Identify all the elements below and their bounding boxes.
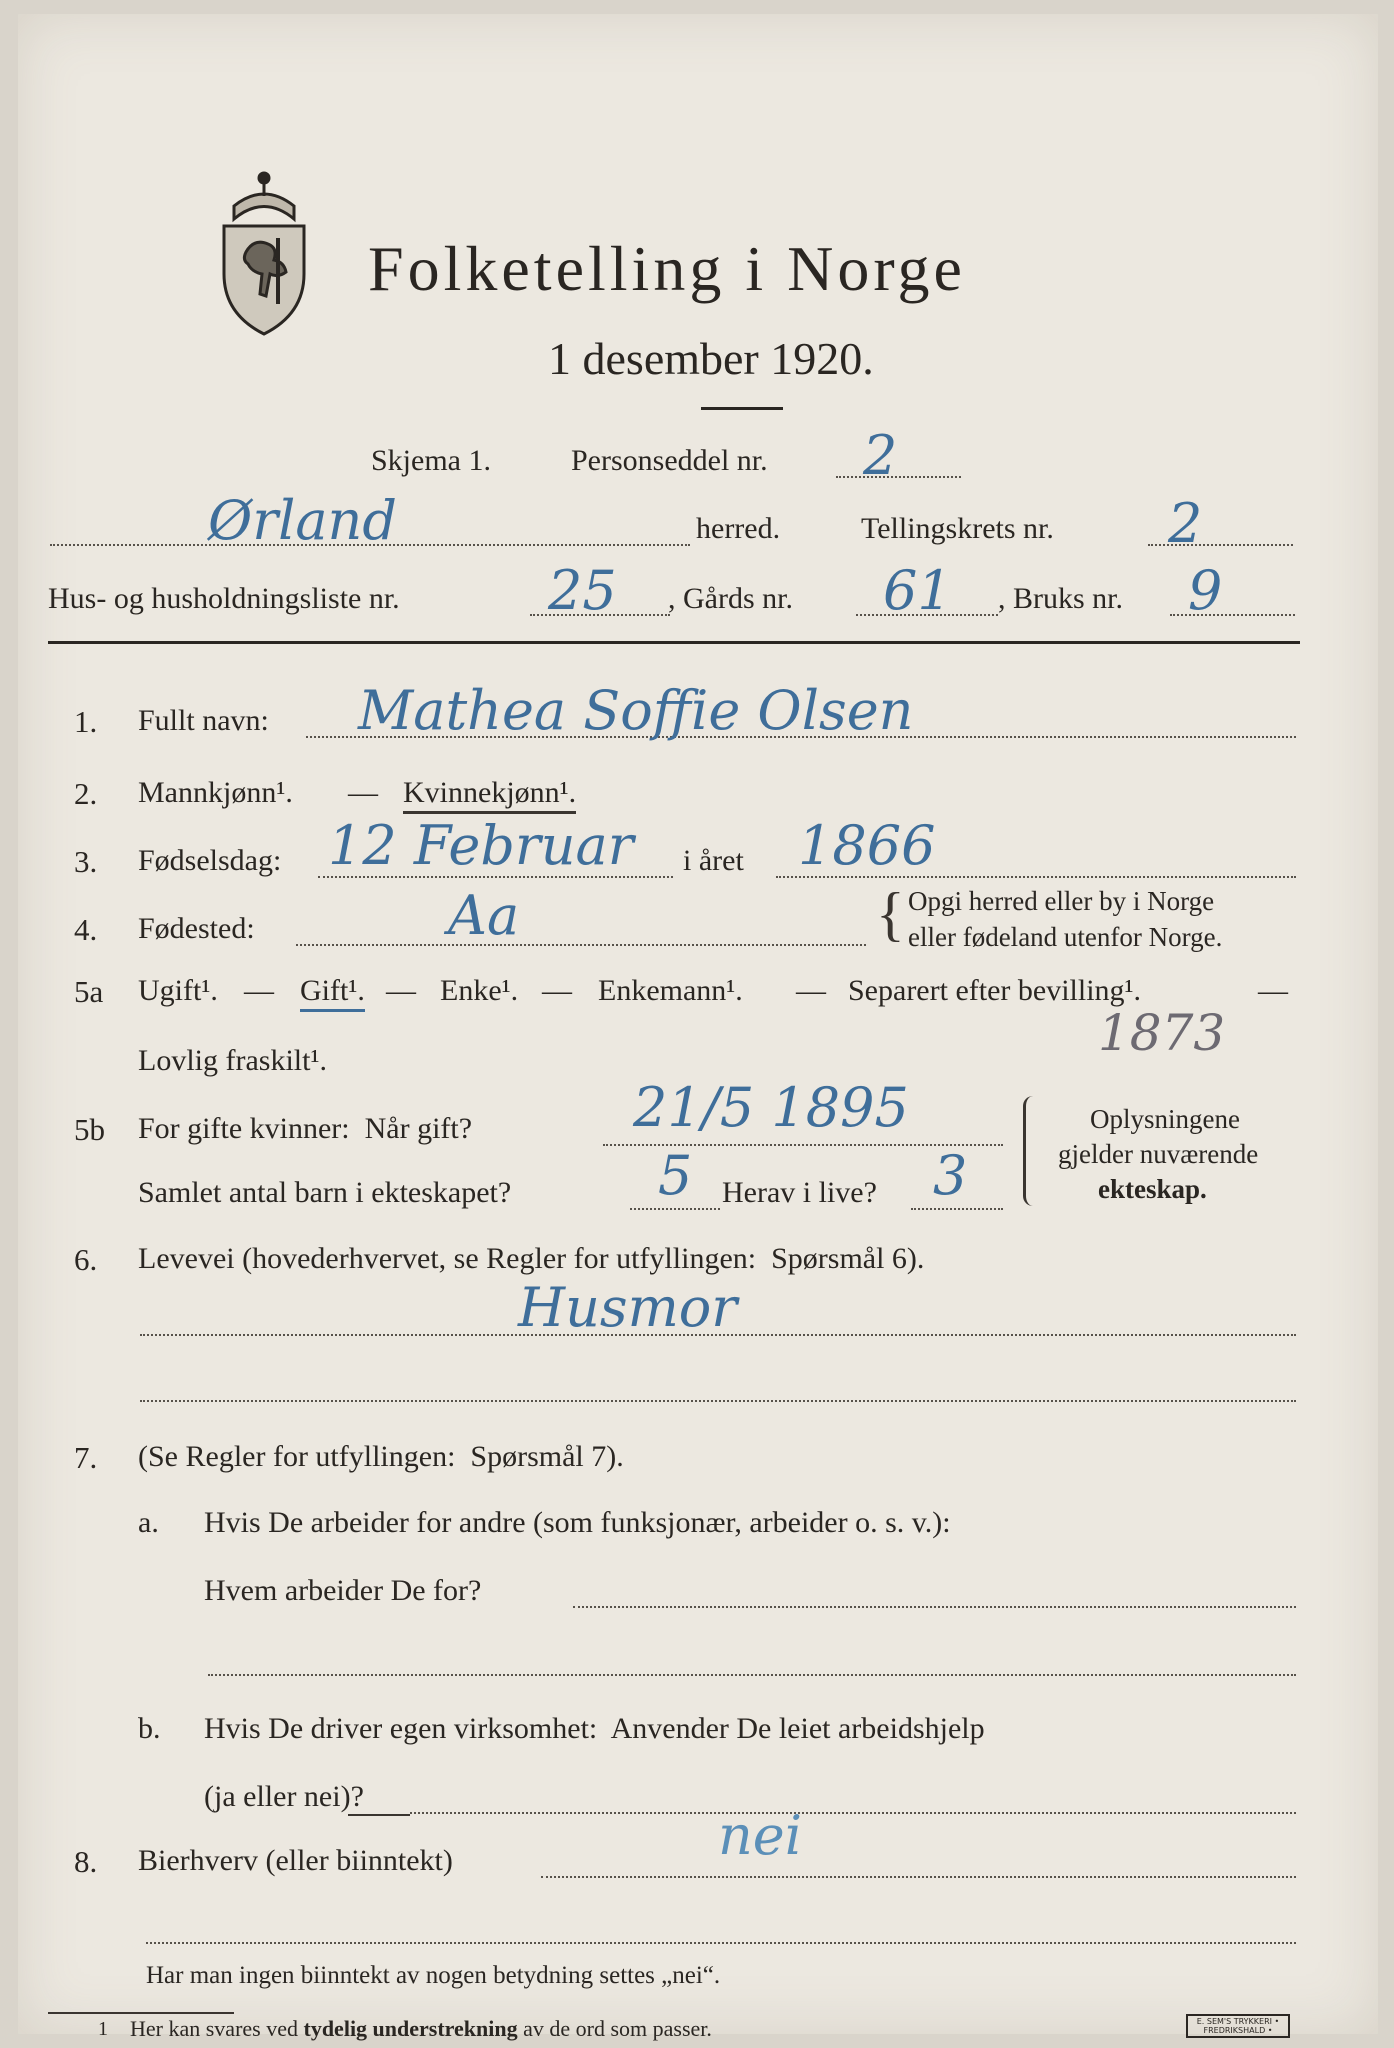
footnote-number: 1 xyxy=(98,2018,108,2040)
tellingskrets-value: 2 xyxy=(1168,492,1203,555)
q2-male: Mannkjønn¹. xyxy=(138,776,293,809)
q7b-text: Hvis De driver egen virksomhet: Anvender De leiet arbeidshjelp xyxy=(204,1712,985,1745)
bruks-label: , Bruks nr. xyxy=(998,582,1124,615)
q3-year-value: 1866 xyxy=(798,814,936,877)
q4-number: 4. xyxy=(74,912,98,947)
bruks-value: 9 xyxy=(1188,559,1223,622)
q5a-fraskilt: Lovlig fraskilt¹. xyxy=(138,1044,327,1077)
census-form-page xyxy=(18,14,1378,2041)
q3-year-label: i året xyxy=(683,844,744,877)
q7b-line xyxy=(410,1812,1296,1814)
q6-label: Levevei (hovederhvervet, se Regler for utfyllingen: Spørsmål 6). xyxy=(138,1242,925,1275)
q5a-ugift: Ugift¹. xyxy=(138,974,218,1007)
q5b-live-value: 3 xyxy=(933,1144,968,1207)
footnote-rule xyxy=(48,2012,234,2014)
page-title: Folketelling i Norge xyxy=(368,233,966,304)
q3-label: Fødselsdag: xyxy=(138,844,282,877)
q5b-label: For gifte kvinner: Når gift? xyxy=(138,1112,473,1145)
q5a-dash-3: — xyxy=(542,974,572,1007)
q5b-live-label: Herav i live? xyxy=(722,1176,877,1209)
herred-value: Ørland xyxy=(208,489,397,552)
footnote-text xyxy=(130,2016,712,2042)
q4-value: Aa xyxy=(448,884,520,947)
q5b-married-value: 21/5 1895 xyxy=(633,1076,909,1139)
q8-label: Bierhverv (eller biinntekt) xyxy=(138,1844,453,1877)
q5a-gift: Gift¹. xyxy=(300,974,365,1012)
q5a-separert: Separert efter bevilling¹. xyxy=(848,974,1142,1007)
q7-number: 7. xyxy=(74,1440,98,1475)
q5b-barn-line xyxy=(630,1208,720,1210)
q2-female: Kvinnekjønn¹. xyxy=(403,776,576,814)
census-date: 1 desember 1920. xyxy=(548,333,874,384)
q7b-question: (ja eller nei)? xyxy=(204,1780,364,1813)
footnote-text-b: tydelig understrekning xyxy=(303,2016,518,2041)
personseddel-value: 2 xyxy=(863,424,898,487)
q3-number: 3. xyxy=(74,844,98,879)
q5b-note-line1: Oplysningene xyxy=(1090,1104,1240,1134)
footer-note: Har man ingen biinntekt av nogen betydning settes „nei“. xyxy=(146,1962,721,1989)
q7a-text: Hvis De arbeider for andre (som funksjonær, arbeider o. s. v.): xyxy=(204,1506,951,1539)
q8-line xyxy=(541,1876,1296,1878)
q5b-bracket xyxy=(1023,1096,1040,1206)
gards-value: 61 xyxy=(883,559,952,622)
q7a-question: Hvem arbeider De for? xyxy=(204,1574,482,1607)
q3-day-value: 12 Februar xyxy=(328,814,634,877)
q7a-line-1 xyxy=(573,1606,1296,1608)
q8-line-2 xyxy=(146,1942,1296,1944)
q5a-enke: Enke¹. xyxy=(440,974,519,1007)
q5a-dash-5: — xyxy=(1258,974,1288,1007)
q5a-dash-4: — xyxy=(796,974,826,1007)
q8-value: nei xyxy=(718,1804,803,1867)
q7a-line-2 xyxy=(208,1674,1296,1676)
printer-stamp: E. SEM'S TRYKKERI • FREDRIKSHALD • xyxy=(1186,2014,1290,2038)
q7b-nei-underline xyxy=(348,1814,410,1816)
personseddel-line xyxy=(836,476,961,478)
husliste-value: 25 xyxy=(548,559,617,622)
herred-label: herred. xyxy=(696,512,781,545)
footnote-text-a: Her kan svares ved xyxy=(130,2016,298,2041)
q6-line-2 xyxy=(140,1400,1296,1402)
q5b-barn-label: Samlet antal barn i ekteskapet? xyxy=(138,1176,512,1209)
q6-value: Husmor xyxy=(518,1276,738,1339)
footnote-text-c: av de ord som passer. xyxy=(523,2016,712,2041)
title-divider xyxy=(701,407,783,410)
q2-number: 2. xyxy=(74,776,98,811)
q7b-letter: b. xyxy=(138,1712,161,1745)
q4-brace: { xyxy=(876,881,905,947)
q2-dash: — xyxy=(348,776,378,809)
q5a-number: 5a xyxy=(74,974,104,1009)
q4-note-line2: eller fødeland utenfor Norge. xyxy=(908,922,1223,952)
header-rule xyxy=(48,641,1300,644)
tellingskrets-label: Tellingskrets nr. xyxy=(861,512,1054,545)
q5a-pencil-note: 1873 xyxy=(1098,1004,1226,1062)
q1-number: 1. xyxy=(74,704,98,739)
husliste-label: Hus- og husholdningsliste nr. xyxy=(48,582,400,615)
personseddel-label: Personseddel nr. xyxy=(571,444,768,477)
q6-number: 6. xyxy=(74,1242,98,1277)
q5b-barn-value: 5 xyxy=(658,1144,693,1207)
skjema-label: Skjema 1. xyxy=(371,444,491,477)
q7-label: (Se Regler for utfyllingen: Spørsmål 7). xyxy=(138,1440,624,1473)
q5a-dash-1: — xyxy=(244,974,274,1007)
q4-label: Fødested: xyxy=(138,912,255,945)
q5b-live-line xyxy=(911,1208,1003,1210)
q5a-dash-2: — xyxy=(386,974,416,1007)
q4-line xyxy=(296,944,866,946)
coat-of-arms-icon xyxy=(204,164,324,339)
q8-number: 8. xyxy=(74,1844,98,1879)
q5b-number: 5b xyxy=(74,1112,105,1147)
q4-note-line1: Opgi herred eller by i Norge xyxy=(908,886,1215,916)
q7a-letter: a. xyxy=(138,1506,159,1539)
q5a-enkemann: Enkemann¹. xyxy=(598,974,743,1007)
q5b-note-line2: gjelder nuværende xyxy=(1058,1139,1259,1169)
q5b-note-line3: ekteskap. xyxy=(1098,1174,1207,1204)
gards-label: , Gårds nr. xyxy=(668,582,793,615)
q1-label: Fullt navn: xyxy=(138,704,269,737)
q1-value: Mathea Soffie Olsen xyxy=(358,679,914,742)
